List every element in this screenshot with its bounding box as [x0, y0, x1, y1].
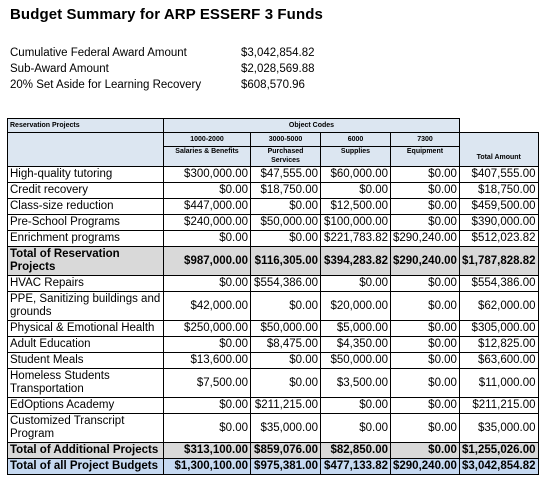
row-label: Physical & Emotional Health: [8, 321, 164, 337]
code-cell: 6000: [321, 133, 391, 147]
row-label: High-quality tutoring: [8, 167, 164, 183]
amount-cell: $859,076.00: [251, 443, 321, 459]
amount-cell: $3,500.00: [321, 369, 391, 398]
amount-cell: $11,000.00: [459, 369, 538, 398]
row-label: Customized Transcript Program: [8, 414, 164, 443]
amount-cell: $0.00: [321, 414, 391, 443]
amount-cell: $0.00: [391, 337, 460, 353]
amount-cell: $47,555.00: [251, 167, 321, 183]
amount-cell: $211,215.00: [251, 398, 321, 414]
amount-cell: $390,000.00: [459, 215, 538, 231]
amount-cell: $0.00: [391, 199, 460, 215]
amount-cell: $12,825.00: [459, 337, 538, 353]
amount-cell: $100,000.00: [321, 215, 391, 231]
budget-table: [7, 118, 539, 475]
column-header: Supplies: [321, 147, 391, 167]
row-label: Total of all Project Budgets: [8, 459, 164, 475]
grand-total-row: [8, 459, 539, 475]
amount-cell: $42,000.00: [164, 292, 251, 321]
row-label: Class-size reduction: [8, 199, 164, 215]
amount-cell: $50,000.00: [251, 321, 321, 337]
amount-cell: $0.00: [391, 321, 460, 337]
amount-cell: $407,555.00: [459, 167, 538, 183]
summary-row-federal-award: [10, 45, 361, 61]
amount-cell: $0.00: [251, 231, 321, 247]
amount-cell: $82,850.00: [321, 443, 391, 459]
header-row: [8, 119, 539, 133]
amount-cell: $0.00: [391, 167, 460, 183]
page-title: Budget Summary for ARP ESSERF 3 Funds: [10, 6, 323, 23]
summary-label: Cumulative Federal Award Amount: [10, 47, 187, 59]
row-label: Adult Education: [8, 337, 164, 353]
amount-cell: $0.00: [391, 414, 460, 443]
object-codes-header: Object Codes: [164, 119, 460, 133]
amount-cell: $18,750.00: [251, 183, 321, 199]
amount-cell: $305,000.00: [459, 321, 538, 337]
amount-cell: $221,783.82: [321, 231, 391, 247]
amount-cell: $116,305.00: [251, 247, 321, 276]
amount-cell: $0.00: [391, 369, 460, 398]
column-header: Equipment: [391, 147, 460, 167]
amount-cell: $0.00: [251, 199, 321, 215]
amount-cell: $0.00: [391, 398, 460, 414]
row-label: Student Meals: [8, 353, 164, 369]
summary-value: $2,028,569.88: [241, 63, 315, 75]
amount-cell: $62,000.00: [459, 292, 538, 321]
table-row: [8, 199, 539, 215]
amount-cell: $1,300,100.00: [164, 459, 251, 475]
amount-cell: $3,042,854.82: [459, 459, 538, 475]
table-row: [8, 167, 539, 183]
amount-cell: $290,240.00: [391, 459, 460, 475]
table-row: [8, 321, 539, 337]
summary-row-set-aside: [10, 77, 361, 93]
amount-cell: $0.00: [164, 276, 251, 292]
amount-cell: $447,000.00: [164, 199, 251, 215]
amount-cell: $975,381.00: [251, 459, 321, 475]
row-label: Credit recovery: [8, 183, 164, 199]
amount-cell: $0.00: [391, 353, 460, 369]
amount-cell: $477,133.82: [321, 459, 391, 475]
amount-cell: $512,023.82: [459, 231, 538, 247]
amount-cell: $60,000.00: [321, 167, 391, 183]
row-label: Homeless Students Transportation: [8, 369, 164, 398]
summary-value: $608,570.96: [241, 79, 305, 91]
amount-cell: $1,787,828.82: [459, 247, 538, 276]
amount-cell: $0.00: [251, 292, 321, 321]
row-label: Total of Additional Projects: [8, 443, 164, 459]
row-label: EdOptions Academy: [8, 398, 164, 414]
amount-cell: $0.00: [251, 369, 321, 398]
amount-cell: $7,500.00: [164, 369, 251, 398]
amount-cell: $8,475.00: [251, 337, 321, 353]
amount-cell: $0.00: [164, 231, 251, 247]
table-row: [8, 414, 539, 443]
code-cell: 7300: [391, 133, 460, 147]
amount-cell: $50,000.00: [251, 215, 321, 231]
award-summary: [10, 45, 361, 93]
table-row: [8, 353, 539, 369]
amount-cell: $290,240.00: [391, 247, 460, 276]
table-row: [8, 231, 539, 247]
amount-cell: $1,255,026.00: [459, 443, 538, 459]
amount-cell: $0.00: [321, 183, 391, 199]
amount-cell: $987,000.00: [164, 247, 251, 276]
amount-cell: $0.00: [164, 183, 251, 199]
subtotal-row: [8, 247, 539, 276]
amount-cell: $18,750.00: [459, 183, 538, 199]
amount-cell: $50,000.00: [321, 353, 391, 369]
table-row: [8, 215, 539, 231]
table-row: [8, 337, 539, 353]
table-row: [8, 276, 539, 292]
amount-cell: $0.00: [164, 398, 251, 414]
row-label: Pre-School Programs: [8, 215, 164, 231]
row-label: PPE, Sanitizing buildings and grounds: [8, 292, 164, 321]
summary-row-sub-award: [10, 61, 361, 77]
codes-row: [8, 133, 539, 147]
amount-cell: $0.00: [391, 215, 460, 231]
amount-cell: $63,600.00: [459, 353, 538, 369]
amount-cell: $313,100.00: [164, 443, 251, 459]
amount-cell: $0.00: [321, 276, 391, 292]
row-label: Enrichment programs: [8, 231, 164, 247]
amount-cell: $0.00: [391, 292, 460, 321]
amount-cell: $554,386.00: [459, 276, 538, 292]
row-label: Total of Reservation Projects: [8, 247, 164, 276]
amount-cell: $290,240.00: [391, 231, 460, 247]
amount-cell: $240,000.00: [164, 215, 251, 231]
summary-value: $3,042,854.82: [241, 47, 315, 59]
table-row: [8, 398, 539, 414]
amount-cell: $12,500.00: [321, 199, 391, 215]
column-header: Salaries & Benefits: [164, 147, 251, 167]
code-cell: 3000-5000: [251, 133, 321, 147]
amount-cell: $250,000.00: [164, 321, 251, 337]
amount-cell: $0.00: [391, 443, 460, 459]
amount-cell: $554,386.00: [251, 276, 321, 292]
amount-cell: $35,000.00: [459, 414, 538, 443]
subtotal-row: [8, 443, 539, 459]
summary-label: Sub-Award Amount: [10, 63, 109, 75]
amount-cell: $459,500.00: [459, 199, 538, 215]
amount-cell: $0.00: [391, 183, 460, 199]
amount-cell: $0.00: [321, 398, 391, 414]
table-row: [8, 292, 539, 321]
table-row: [8, 183, 539, 199]
amount-cell: $0.00: [251, 353, 321, 369]
amount-cell: $13,600.00: [164, 353, 251, 369]
amount-cell: $5,000.00: [321, 321, 391, 337]
section-header: Reservation Projects: [8, 119, 164, 133]
amount-cell: $35,000.00: [251, 414, 321, 443]
column-header: Purchased Services: [251, 147, 321, 167]
amount-cell: $300,000.00: [164, 167, 251, 183]
amount-cell: $0.00: [164, 337, 251, 353]
amount-cell: $4,350.00: [321, 337, 391, 353]
summary-label: 20% Set Aside for Learning Recovery: [10, 79, 202, 91]
amount-cell: $394,283.82: [321, 247, 391, 276]
amount-cell: $0.00: [391, 276, 460, 292]
code-cell: 1000-2000: [164, 133, 251, 147]
table-row: [8, 369, 539, 398]
amount-cell: $211,215.00: [459, 398, 538, 414]
column-header-total: Total Amount: [459, 133, 538, 167]
amount-cell: $0.00: [164, 414, 251, 443]
amount-cell: $20,000.00: [321, 292, 391, 321]
row-label: HVAC Repairs: [8, 276, 164, 292]
